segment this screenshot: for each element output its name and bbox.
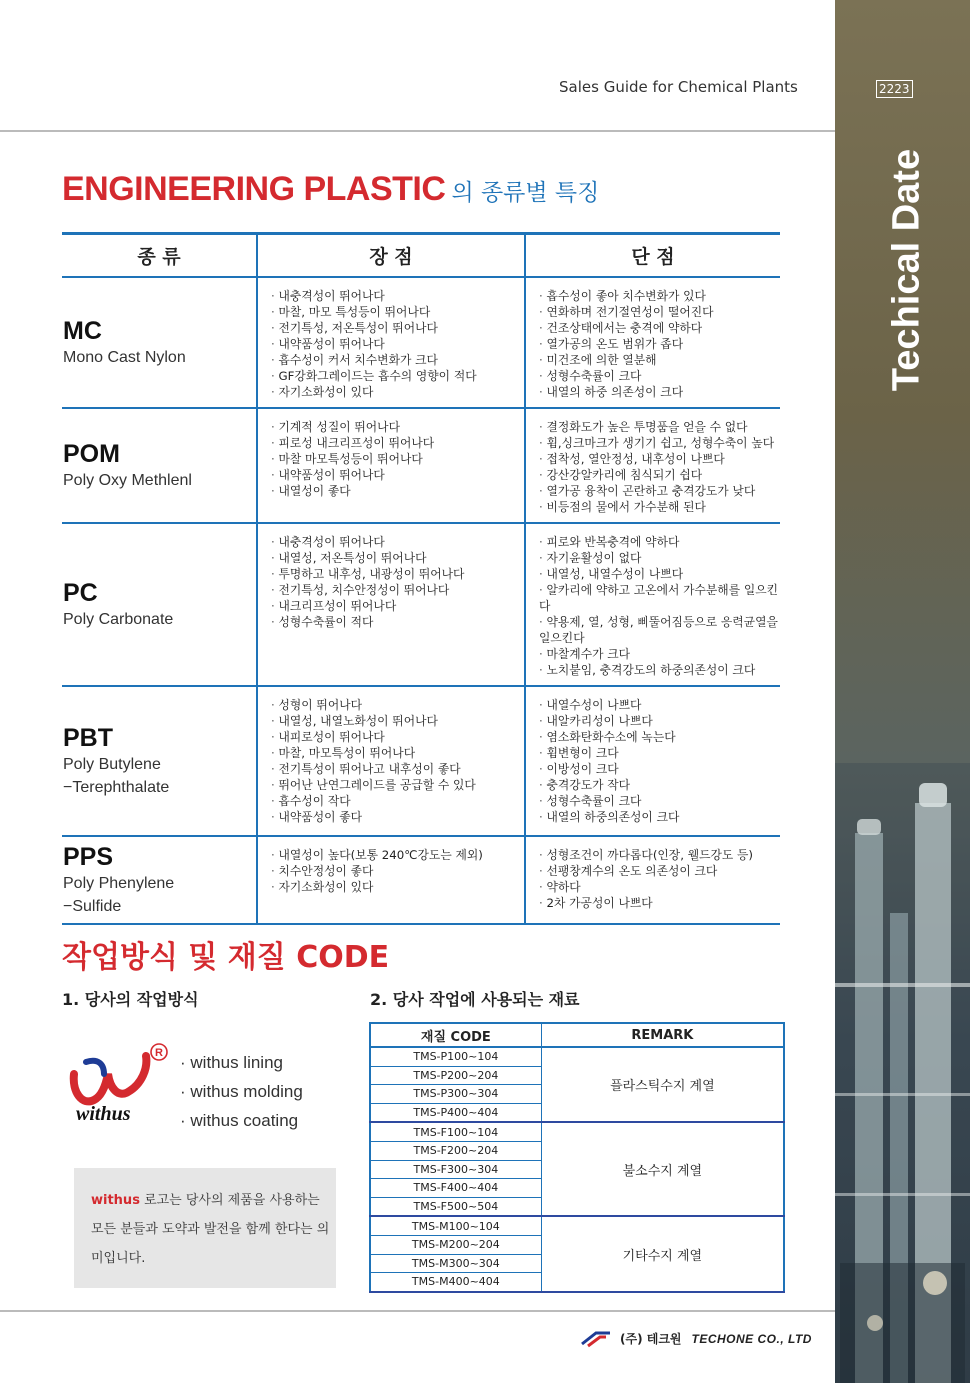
plastic-full-name bbox=[63, 608, 255, 631]
svg-text:R: R bbox=[155, 1047, 163, 1059]
techone-logo-icon bbox=[580, 1330, 614, 1348]
cons-item: · 내열의 하중 의존성이 크다 bbox=[539, 384, 779, 400]
subsection-materials-title: 2. 당사 작업에 사용되는 재료 bbox=[370, 990, 580, 1009]
cons-item: · 이방성이 크다 bbox=[539, 761, 779, 777]
pros-item: · 마찰 마모특성등이 뛰어나다 bbox=[271, 451, 523, 467]
header-type: 종 류 bbox=[62, 233, 257, 277]
cons-item: · 강산강알카리에 침식되기 쉽다 bbox=[539, 467, 779, 483]
cons-item: · 내열의 하중의존성이 크다 bbox=[539, 809, 779, 825]
pros-item: · 피로성 내크리프성이 뛰어나다 bbox=[271, 435, 523, 451]
pros-item: · 내피로성이 뛰어나다 bbox=[271, 729, 523, 745]
cons-item: · 휨변형이 크다 bbox=[539, 745, 779, 761]
material-code: TMS-M400~404 bbox=[370, 1273, 541, 1292]
cons-item: · 알카리에 약하고 고온에서 가수분해를 일으킨다 bbox=[539, 582, 779, 614]
plastic-code: MC bbox=[63, 316, 102, 345]
pros-item: · 투명하고 내후성, 내광성이 뛰어나다 bbox=[271, 566, 523, 582]
cons-item: · 연화하며 전기절연성이 떨어진다 bbox=[539, 304, 779, 320]
plastic-full-name bbox=[63, 469, 255, 492]
table-row bbox=[62, 836, 780, 924]
header-remark: REMARK bbox=[541, 1023, 784, 1047]
logo-name: withus bbox=[76, 1103, 131, 1125]
page-number-box: 2223 bbox=[876, 80, 913, 98]
cons-item: · 내열수성이 나쁘다 bbox=[539, 697, 779, 713]
material-remark: 플라스틱수지 계열 bbox=[541, 1047, 784, 1122]
plastic-code: POM bbox=[63, 439, 120, 468]
material-code: TMS-M300~304 bbox=[370, 1254, 541, 1273]
material-code: TMS-F400~404 bbox=[370, 1179, 541, 1198]
cons-item: · 흡수성이 좋아 치수변화가 있다 bbox=[539, 288, 779, 304]
note-brand: withus bbox=[91, 1193, 140, 1208]
cons-item: · 비등점의 물에서 가수분해 된다 bbox=[539, 499, 779, 515]
material-remark: 불소수지 계열 bbox=[541, 1122, 784, 1216]
pros-cell bbox=[257, 836, 525, 924]
materials-table bbox=[369, 1022, 785, 1293]
pros-item: · 내열성, 내열노화성이 뛰어나다 bbox=[271, 713, 523, 729]
page-title bbox=[62, 170, 599, 209]
pros-item: · 내약품성이 뛰어나다 bbox=[271, 467, 523, 483]
pros-item: · 내충격성이 뛰어나다 bbox=[271, 534, 523, 550]
cons-item: · 2차 가공성이 나쁘다 bbox=[539, 895, 779, 911]
method-item: · withus coating bbox=[180, 1106, 303, 1135]
pros-item: · 기계적 성질이 뛰어나다 bbox=[271, 419, 523, 435]
cons-cell bbox=[525, 277, 780, 408]
subsection-methods-title: 1. 당사의 작업방식 bbox=[62, 990, 199, 1009]
cons-item: · 성형조건이 까다롭다(인장, 웰드강도 등) bbox=[539, 847, 779, 863]
pros-item: · 마찰, 마모 특성등이 뛰어나다 bbox=[271, 304, 523, 320]
company-korean: (주) 테크원 bbox=[620, 1332, 682, 1346]
cons-cell bbox=[525, 686, 780, 836]
header-material-code: 재질 CODE bbox=[370, 1023, 541, 1047]
cons-item: · 접착성, 열안정성, 내후성이 나쁘다 bbox=[539, 451, 779, 467]
pros-item: · 내약품성이 뛰어나다 bbox=[271, 336, 523, 352]
header-pros: 장 점 bbox=[257, 233, 525, 277]
plastic-full-name bbox=[63, 346, 255, 369]
material-row bbox=[370, 1047, 784, 1066]
material-code: TMS-F200~204 bbox=[370, 1141, 541, 1160]
pros-item: · 내약품성이 좋다 bbox=[271, 809, 523, 825]
header-divider bbox=[0, 130, 835, 132]
header-guide-text: Sales Guide for Chemical Plants bbox=[559, 78, 798, 96]
note-text: 로고는 당사의 제품을 사용하는 모든 분들과 도약과 발전을 함께 한다는 의미입니다. bbox=[91, 1193, 330, 1266]
plastic-spec-table bbox=[62, 232, 780, 925]
material-remark: 기타수지 계열 bbox=[541, 1216, 784, 1291]
pros-item: · GF강화그레이드는 흡수의 영향이 적다 bbox=[271, 368, 523, 384]
plastic-full-name-line: Poly Oxy Methlenl bbox=[63, 471, 192, 489]
table-row bbox=[62, 523, 780, 686]
method-item: · withus molding bbox=[180, 1077, 303, 1106]
logo-note-box bbox=[74, 1168, 336, 1288]
cons-item: · 결정화도가 높은 투명품을 얻을 수 없다 bbox=[539, 419, 779, 435]
company-english: TECHONE CO., LTD bbox=[691, 1332, 812, 1346]
pros-item: · 흡수성이 커서 치수변화가 크다 bbox=[271, 352, 523, 368]
material-code: TMS-F100~104 bbox=[370, 1122, 541, 1141]
plastic-full-name-line: Poly Carbonate bbox=[63, 610, 174, 628]
pros-item: · 내열성이 높다(보통 240℃강도는 제외) bbox=[271, 847, 523, 863]
chemical-plant-image bbox=[835, 763, 970, 1383]
pros-item: · 마찰, 마모특성이 뛰어나다 bbox=[271, 745, 523, 761]
material-code: TMS-P300~304 bbox=[370, 1085, 541, 1104]
cons-item: · 피로와 반복충격에 약하다 bbox=[539, 534, 779, 550]
cons-item: · 마찰계수가 크다 bbox=[539, 646, 779, 662]
pros-cell bbox=[257, 523, 525, 686]
methods-list bbox=[180, 1048, 303, 1135]
plastic-type-cell bbox=[62, 836, 257, 924]
material-row bbox=[370, 1216, 784, 1235]
pros-item: · 성형이 뛰어나다 bbox=[271, 697, 523, 713]
pros-item: · 흡수성이 작다 bbox=[271, 793, 523, 809]
header-cons: 단 점 bbox=[525, 233, 780, 277]
table-row bbox=[62, 277, 780, 408]
pros-item: · 내크리프성이 뛰어나다 bbox=[271, 598, 523, 614]
cons-item: · 성형수축률이 크다 bbox=[539, 793, 779, 809]
pros-item: · 치수안정성이 좋다 bbox=[271, 863, 523, 879]
plastic-type-cell bbox=[62, 686, 257, 836]
plastic-code: PC bbox=[63, 578, 98, 607]
pros-item: · 자기소화성이 있다 bbox=[271, 384, 523, 400]
footer-divider bbox=[0, 1310, 835, 1312]
cons-item: · 성형수축률이 크다 bbox=[539, 368, 779, 384]
section-title: 작업방식 및 재질 CODE bbox=[62, 940, 390, 975]
material-code: TMS-F500~504 bbox=[370, 1197, 541, 1216]
pros-item: · 내충격성이 뛰어나다 bbox=[271, 288, 523, 304]
cons-item: · 열가공 융착이 곤란하고 충격강도가 낮다 bbox=[539, 483, 779, 499]
material-row bbox=[370, 1122, 784, 1141]
plastic-full-name-line: −Sulfide bbox=[63, 897, 122, 915]
plastic-type-cell bbox=[62, 277, 257, 408]
cons-item: · 약하다 bbox=[539, 879, 779, 895]
footer-company bbox=[580, 1328, 812, 1348]
plastic-full-name-line: Poly Phenylene bbox=[63, 874, 175, 892]
cons-cell bbox=[525, 408, 780, 523]
pros-item: · 전기특성이 뛰어나고 내후성이 좋다 bbox=[271, 761, 523, 777]
material-code: TMS-F300~304 bbox=[370, 1160, 541, 1179]
plastic-type-cell bbox=[62, 523, 257, 686]
cons-item: · 내열성, 내열수성이 나쁘다 bbox=[539, 566, 779, 582]
pros-item: · 성형수축률이 적다 bbox=[271, 614, 523, 630]
cons-cell bbox=[525, 836, 780, 924]
plastic-full-name bbox=[63, 872, 255, 918]
sidebar-title: Techical Date bbox=[885, 148, 928, 392]
plastic-full-name bbox=[63, 753, 255, 799]
cons-item: · 내알카리성이 나쁘다 bbox=[539, 713, 779, 729]
pros-cell bbox=[257, 686, 525, 836]
plastic-full-name-line: −Terephthalate bbox=[63, 778, 170, 796]
title-english: ENGINEERING PLASTIC bbox=[62, 170, 446, 208]
cons-item: · 열가공의 온도 범위가 좁다 bbox=[539, 336, 779, 352]
cons-item: · 선팽창계수의 온도 의존성이 크다 bbox=[539, 863, 779, 879]
material-code: TMS-M100~104 bbox=[370, 1216, 541, 1235]
material-code: TMS-M200~204 bbox=[370, 1235, 541, 1254]
plastic-code: PBT bbox=[63, 723, 113, 752]
pros-item: · 뛰어난 난연그레이드를 공급할 수 있다 bbox=[271, 777, 523, 793]
plastic-code: PPS bbox=[63, 842, 114, 871]
pros-item: · 전기특성, 저온특성이 뛰어나다 bbox=[271, 320, 523, 336]
pros-cell bbox=[257, 277, 525, 408]
method-item: · withus lining bbox=[180, 1048, 303, 1077]
plastic-full-name-line: Poly Butylene bbox=[63, 755, 161, 773]
cons-item: · 충격강도가 작다 bbox=[539, 777, 779, 793]
pros-item: · 전기특성, 치수안정성이 뛰어나다 bbox=[271, 582, 523, 598]
pros-item: · 자기소화성이 있다 bbox=[271, 879, 523, 895]
plastic-type-cell bbox=[62, 408, 257, 523]
table-row bbox=[62, 686, 780, 836]
cons-item: · 노치붙임, 충격강도의 하중의존성이 크다 bbox=[539, 662, 779, 678]
cons-item: · 휨,싱크마크가 생기기 쉽고, 성형수축이 높다 bbox=[539, 435, 779, 451]
cons-item: · 미건조에 의한 열분해 bbox=[539, 352, 779, 368]
material-code: TMS-P400~404 bbox=[370, 1103, 541, 1122]
title-korean: 의 종류별 특징 bbox=[451, 180, 600, 206]
cons-cell bbox=[525, 523, 780, 686]
cons-item: · 건조상태에서는 충격에 약하다 bbox=[539, 320, 779, 336]
material-code: TMS-P200~204 bbox=[370, 1066, 541, 1085]
cons-item: · 약용제, 열, 성형, 삐뚤어짐등으로 응력균열을 일으킨다 bbox=[539, 614, 779, 646]
table-row bbox=[62, 408, 780, 523]
material-code: TMS-P100~104 bbox=[370, 1047, 541, 1066]
pros-item: · 내열성, 저온특성이 뛰어나다 bbox=[271, 550, 523, 566]
sidebar-panel bbox=[835, 0, 970, 1383]
pros-item: · 내열성이 좋다 bbox=[271, 483, 523, 499]
cons-item: · 염소화탄화수소에 녹는다 bbox=[539, 729, 779, 745]
plastic-full-name-line: Mono Cast Nylon bbox=[63, 348, 186, 366]
cons-item: · 자기윤활성이 없다 bbox=[539, 550, 779, 566]
pros-cell bbox=[257, 408, 525, 523]
